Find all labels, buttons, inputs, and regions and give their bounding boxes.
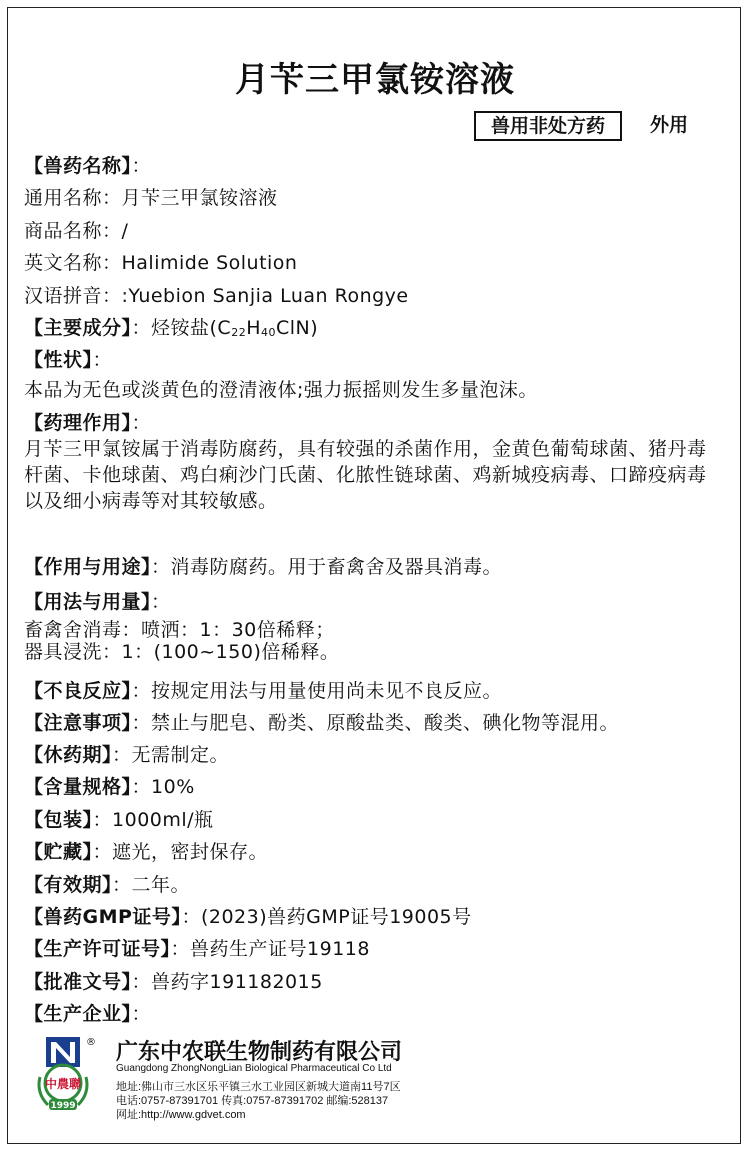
dosage-heading: 【用法与用量】： [24, 591, 171, 613]
english-name: 英文名称：Halimide Solution [24, 252, 298, 274]
company-phone: 电话:0757-87391701 传真:0757-87391702 邮编:528137 [116, 1095, 389, 1107]
company-name-en: Guangdong ZhongNongLian Biological Pharmaceutical Co Ltd [116, 1063, 392, 1074]
package-row: 【包装】：1000ml/瓶 [24, 809, 214, 831]
ingredient-label: 【主要成分】 [24, 317, 132, 339]
company-address: 地址:佛山市三水区乐平镇三水工业园区新城大道南11号7区 [116, 1081, 401, 1093]
company-block [24, 1033, 724, 1123]
product-title: 月苄三甲氯铵溶液 [235, 60, 515, 100]
storage-row: 【贮藏】：遮光，密封保存。 [24, 841, 269, 863]
gmp-row: 【兽药GMP证号】：(2023)兽药GMP证号19005号 [24, 906, 472, 928]
ingredient-row: 【主要成分】：烃铵盐$(C_{22}H_{40}ClN)$ [24, 317, 319, 339]
spec-row: 【含量规格】：10% [24, 776, 195, 798]
validity-row: 【有效期】：二年。 [24, 874, 191, 896]
pharmacology-heading: 【药理作用】： [24, 412, 152, 434]
license-row: 【生产许可证号】：兽药生产证号19118 [24, 938, 370, 960]
indication-row: 【作用与用途】：消毒防腐药。用于畜禽舍及器具消毒。 [24, 556, 503, 578]
approval-row: 【批准文号】：兽药字191182015 [24, 971, 323, 993]
property-text: 本品为无色或淡黄色的澄清液体;强力振摇则发生多量泡沫。 [24, 379, 538, 401]
adverse-row: 【不良反应】：按规定用法与用量使用尚未见不良反应。 [24, 680, 503, 702]
logo-year: 1999 [50, 1101, 76, 1111]
property-heading: 【性状】： [24, 349, 113, 371]
company-logo-icon [24, 1033, 108, 1117]
otc-badge: 兽用非处方药 [474, 111, 622, 141]
manufacturer-heading: 【生产企业】： [24, 1003, 152, 1025]
dosage-line-2: 器具浸洗：1：(100~150)倍稀释。 [24, 641, 340, 663]
company-name-cn: 广东中农联生物制药有限公司 [116, 1040, 403, 1065]
pharmacology-text: 月苄三甲氯铵属于消毒防腐药，具有较强的杀菌作用，金黄色葡萄球菌、猪丹毒杆菌、卡他球菌、鸡白痢沙门氏菌、化脓性链球菌、鸡新城疫病毒、口蹄疫病毒以及细小病毒等对其较敏感。 [24, 438, 707, 512]
drug-name-heading: 【兽药名称】： [24, 155, 152, 177]
pinyin-name: 汉语拼音：:Yuebion Sanjia Luan Rongye [24, 285, 409, 307]
generic-name: 通用名称：月苄三甲氯铵溶液 [24, 187, 278, 209]
caution-row: 【注意事项】：禁止与肥皂、酚类、原酸盐类、酸类、碘化物等混用。 [24, 712, 620, 734]
dosage-line-1: 畜禽舍消毒：喷洒：1：30倍稀释； [24, 619, 335, 641]
company-website: 网址:http://www.gdvet.com [116, 1109, 246, 1121]
withdrawal-row: 【休药期】：无需制定。 [24, 744, 230, 766]
trade-name: 商品名称：/ [24, 220, 129, 242]
usage-type: 外用 [650, 114, 689, 136]
registered-mark: ® [86, 1037, 96, 1048]
logo-calligraphy: 中農聯 [44, 1077, 82, 1091]
